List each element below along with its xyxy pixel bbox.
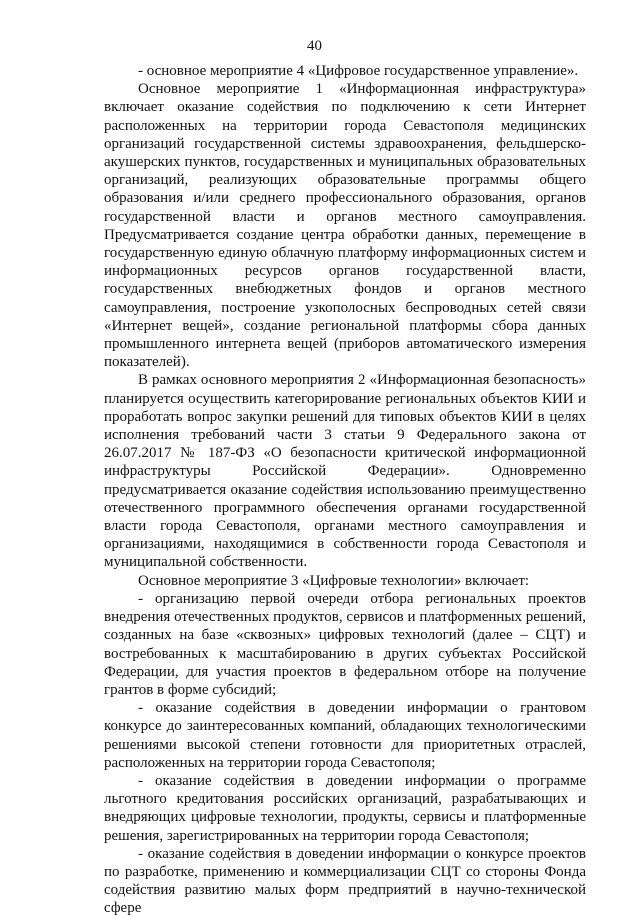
paragraph-activity-4: - основное мероприятие 4 «Цифровое государственное управление». (138, 63, 579, 79)
list-item-preferential-lending: - оказание содействия в доведении информации о программе льготного кредитования российских организаций, разрабатывающих и внедряющих цифровые технологии, продукты, сервисы и платформенные решения, зарегистрированных на территории города Севастополя; (104, 772, 586, 844)
paragraph-activity-2: В рамках основного мероприятия 2 «Информационная безопасность» планируется осуществить категорирование региональных объектов КИИ и проработать вопрос закупки решений для типовых объектов КИИ в целях исполнения требований части 3 статьи 9 Федерального закона от 26.07.2017 № 187-ФЗ «О безопасности критической информационной инфраструктуры Российской Федерации». Одновременно предусматривается оказание содействия использованию преимущественно отечественного программного обеспечения органами государственной власти города Севастополя, органами местного самоуправления и организациями, находящимися в собственности города Севастополя и муниципальной собственности. (104, 372, 586, 571)
list-item-grant-contest: - оказание содействия в доведении информации о грантовом конкурсе до заинтересованных компаний, обладающих технологическими решениями высокой степени готовности для приоритетных отраслей, расположенных на территории города Севастополя; (104, 700, 586, 771)
list-item-project-contest: - оказание содействия в доведении информации о конкурсе проектов по разработке, применению и коммерциализации СЦТ со стороны Фонда содействия развитию малых форм предприятий в научно-технической сфере (104, 845, 586, 917)
paragraph-activity-1: Основное мероприятие 1 «Информационная инфраструктура» включает оказание содействия по подключению к сети Интернет расположенных на территории города Севастополя медицинских организаций государственной системы здравоохранения, фельдшерско-акушерских пунктов, государственных и муниципальных образовательных организаций, реализующих образовательные программы общего образования и/или среднего профессионального образования, органов государственной власти и органов местного самоуправления. Предусматривается создание центра обработки данных, перемещение в государственную единую облачную платформу информационных систем и информационных ресурсов органов государственной власти, государственных внебюджетных фондов и органов местного самоуправления, построение узкополосных беспроводных сетей связи «Интернет вещей», создание региональной платформы сбора данных промышленного интернета вещей (приборов автоматического измерения показателей). (104, 81, 586, 371)
list-item-first-selection: - организацию первой очереди отбора региональных проектов внедрения отечественных продуктов, сервисов и платформенных решений, созданных на базе «сквозных» цифровых технологий (далее – СЦТ) и востребованных к масштабированию в других субъектах Российской Федерации, для участия проектов в федеральном отборе на получение грантов в форме субсидий; (104, 590, 586, 698)
document-body (104, 62, 586, 918)
page-number: 40 (307, 38, 322, 54)
paragraph-activity-3-intro: Основное мероприятие 3 «Цифровые технологии» включает: (138, 572, 530, 589)
